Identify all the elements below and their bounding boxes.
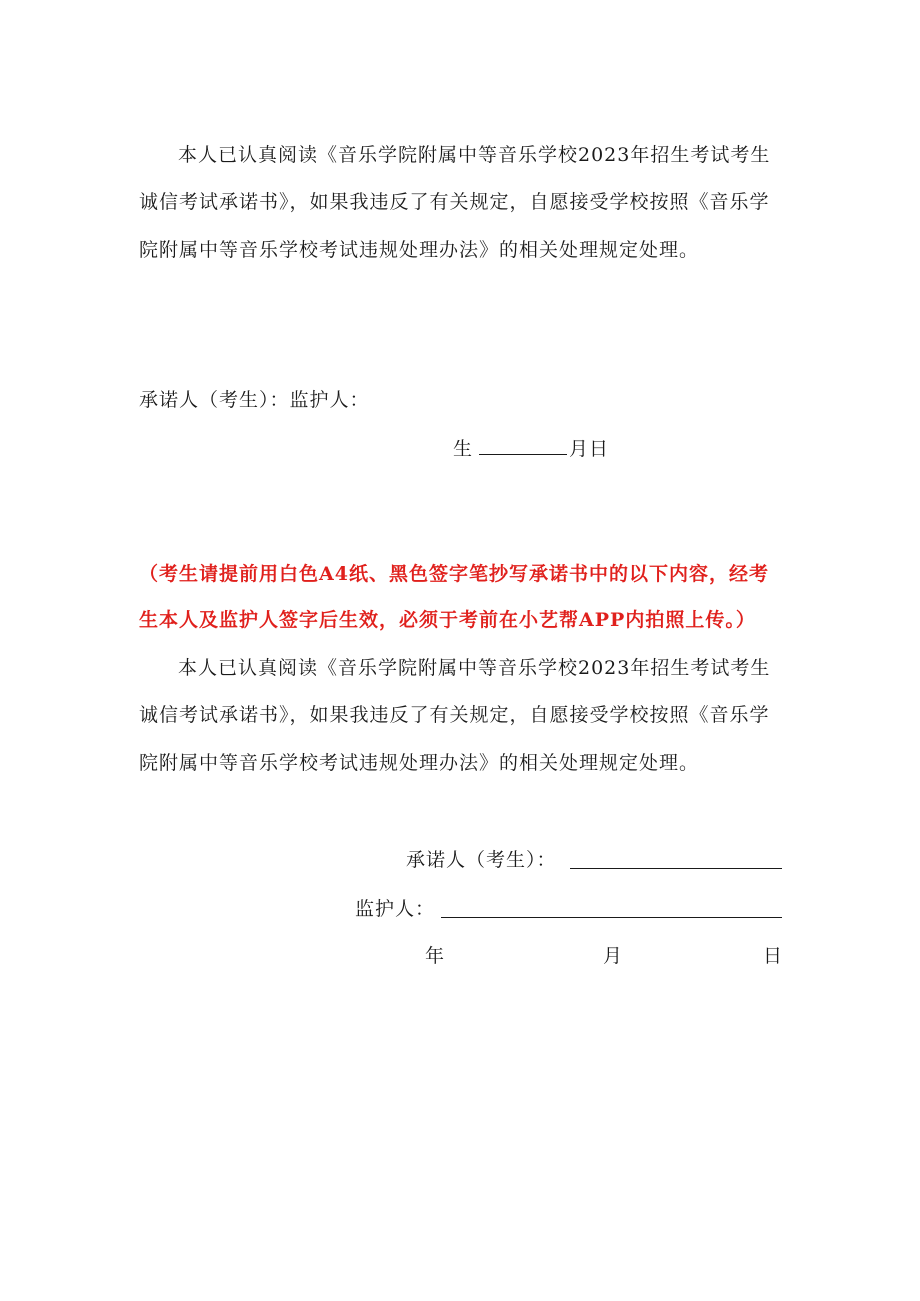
pledge-2-line-2: 诚信考试承诺书》，如果我违反了有关规定，自愿接受学校按照《音乐学 (139, 704, 770, 726)
pledge-1-line-2: 诚信考试承诺书》，如果我违反了有关规定，自愿接受学校按照《音乐学 (139, 191, 770, 213)
guardian-blank (441, 899, 782, 918)
date-blank (479, 436, 567, 455)
date-line-1 (453, 436, 609, 461)
signer-guardian-label: 承诺人（考生）：监护人： (139, 389, 370, 411)
pledge-2-line-3: 院附属中等音乐学校考试违规处理办法》的相关处理规定处理。 (139, 752, 700, 774)
signer-label: 承诺人（考生）： (406, 849, 557, 871)
year-label: 年 (425, 945, 445, 967)
day-label: 日 (763, 945, 783, 967)
guardian-line (355, 897, 435, 921)
month-label: 月 (603, 945, 623, 967)
guardian-label: 监护人： (355, 898, 436, 920)
pledge-1-line-3: 院附属中等音乐学校考试违规处理办法》的相关处理规定处理。 (139, 239, 700, 261)
date-suffix: 月日 (569, 438, 610, 460)
pledge-1-line-1: 本人已认真阅读《音乐学院附属中等音乐学校2023年招生考试考生 (178, 144, 771, 166)
instruction-line-1: （考生请提前用白色A4纸、黑色签字笔抄写承诺书中的以下内容，经考 (139, 563, 769, 585)
pledge-2-line-1: 本人已认真阅读《音乐学院附属中等音乐学校2023年招生考试考生 (178, 657, 771, 679)
signer-line (406, 848, 557, 872)
instruction-line-2: 生本人及监护人签字后生效，必须于考前在小艺帮APP内拍照上传。） (139, 609, 756, 631)
signer-blank (570, 850, 782, 869)
date-prefix: 生 (453, 438, 474, 460)
